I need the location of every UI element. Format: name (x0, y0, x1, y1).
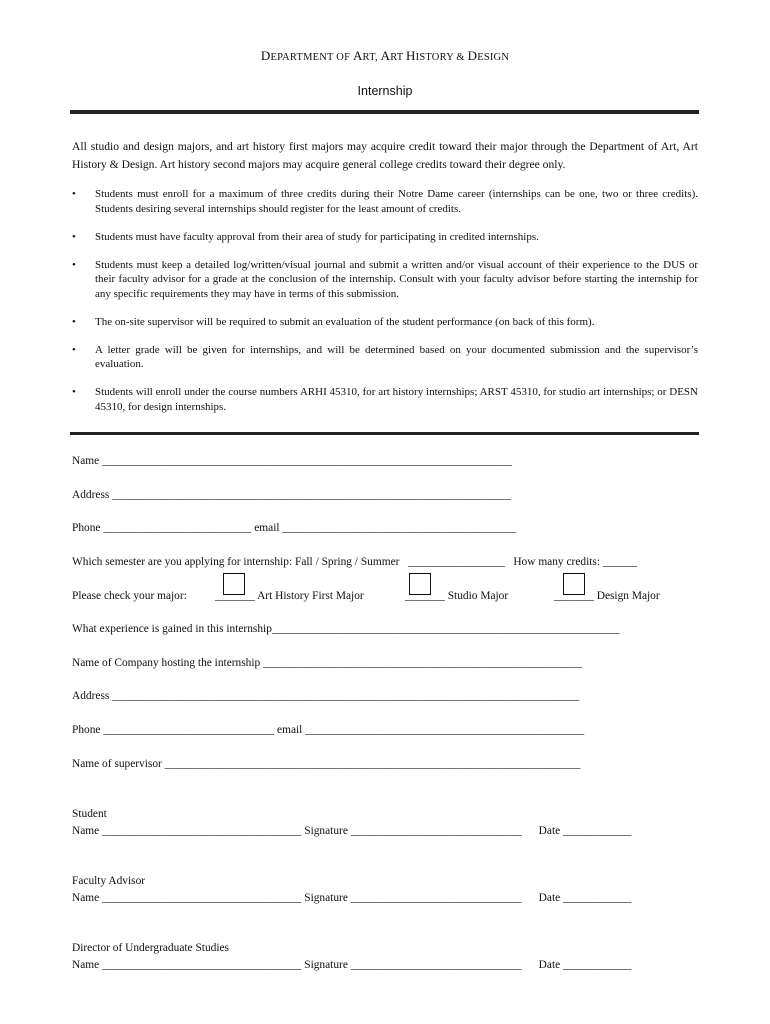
section-rule (70, 432, 699, 435)
dept-text: RT (390, 52, 407, 63)
phone-email-field[interactable] (72, 522, 516, 534)
supervisor-field[interactable] (72, 758, 580, 770)
major-label (72, 590, 187, 602)
dept-text: ESIGN (477, 52, 510, 63)
dept-text: EPARTMENT OF (270, 52, 353, 63)
semester-text: Which semester are you applying for internship: Fall / Spring / Summer _________________ How many credits: ______ (72, 556, 638, 568)
bullet-glyph: • (72, 188, 76, 200)
experience-field[interactable] (72, 623, 619, 635)
list-item (72, 315, 698, 330)
list-item-text: A letter grade will be given for internships, and will be determined based on your documented submission and the supervisor’s evaluation. (95, 343, 698, 370)
list-item (72, 343, 698, 372)
student-heading: Student (72, 808, 107, 820)
dept-letter: H (406, 48, 416, 63)
department-title (0, 48, 770, 64)
supervisor-text: Name of supervisor _________________________________________________________________________ (72, 758, 581, 770)
bullet-glyph: • (72, 315, 76, 328)
address-field-text: Address ______________________________________________________________________ (72, 489, 511, 501)
dept-text: ISTORY & (415, 52, 468, 63)
faculty-advisor-heading: Faculty Advisor (72, 875, 146, 887)
bullet-glyph: • (72, 386, 76, 398)
list-item-text: Students must enroll for a maximum of three credits during their Notre Dame career (internships can be one, two or three credits). Students desiring several internships should register for the least amount of credits. (95, 188, 698, 215)
intro-paragraph: All studio and design majors, and art history first majors may acquire credit toward their major through the Department of Art, Art History & Design. Art history second majors may acquire general college credits toward their degree only. (72, 140, 698, 171)
requirements-list (72, 187, 698, 428)
dept-letter: D (260, 48, 271, 63)
dus-signature-line[interactable]: Name ___________________________________ Signature ______________________________ Date ____________ (72, 959, 632, 971)
list-item-text: Students must have faculty approval from their area of study for participating in credited internships. (95, 230, 539, 243)
list-item (72, 187, 698, 216)
address-field[interactable] (72, 489, 511, 501)
dept-letter: A (352, 48, 363, 63)
phone-email-text: Phone __________________________ email _________________________________________ (72, 522, 516, 534)
dept-text: RT, (362, 52, 381, 63)
studio-option-text: _______ Studio Major (405, 590, 509, 602)
list-item (72, 258, 698, 302)
art-history-option[interactable] (215, 590, 364, 602)
design-option[interactable] (554, 590, 660, 602)
bullet-glyph: • (72, 258, 76, 271)
dus-heading: Director of Undergraduate Studies (72, 942, 229, 954)
bullet-glyph: • (72, 230, 76, 243)
company-field[interactable] (72, 657, 582, 669)
list-item-text: Students will enroll under the course numbers ARHI 45310, for art history internships; ARST 45310, for studio art internships; or DESN 45310, for design internships. (95, 386, 698, 413)
name-field[interactable] (72, 455, 512, 467)
form-subtitle: Internship (357, 84, 413, 98)
list-item (72, 385, 698, 414)
list-item (72, 230, 698, 245)
faculty-advisor-signature-line[interactable]: Name ___________________________________ Signature ______________________________ Date ____________ (72, 892, 632, 904)
art-history-option-text: _______ Art History First Major (215, 590, 364, 602)
company-address-field[interactable] (72, 690, 579, 702)
company-phone-email-field[interactable] (72, 724, 584, 736)
list-item-text: The on-site supervisor will be required to submit an evaluation of the student performance (on back of this form). (95, 315, 595, 328)
bullet-glyph: • (72, 343, 76, 356)
design-option-text: _______ Design Major (554, 590, 660, 602)
company-address-text: Address __________________________________________________________________________________ (72, 690, 580, 702)
student-signature-line[interactable]: Name ___________________________________ Signature ______________________________ Date ____________ (72, 825, 632, 837)
company-text: Name of Company hosting the internship ________________________________________________________ (72, 657, 583, 669)
experience-text: What experience is gained in this internship_____________________________________________________________ (72, 623, 620, 635)
name-field-text: Name ________________________________________________________________________ (72, 455, 513, 467)
major-label-text: Please check your major: (72, 590, 187, 602)
list-item-text: Students must keep a detailed log/written/visual journal and submit a written and/or visual account of their experience to the DUS or their faculty advisor for a grade at the conclusion of the internship. Consult with your faculty advisor before starting the internship for any specific requirements they may have in terms of this submission. (95, 258, 698, 300)
dept-letter: A (380, 48, 391, 63)
header-rule (70, 110, 699, 114)
dept-letter: D (467, 48, 478, 63)
studio-option[interactable] (405, 590, 508, 602)
company-phone-email-text: Phone ______________________________ email _________________________________________________ (72, 724, 585, 736)
semester-field[interactable] (72, 556, 637, 568)
